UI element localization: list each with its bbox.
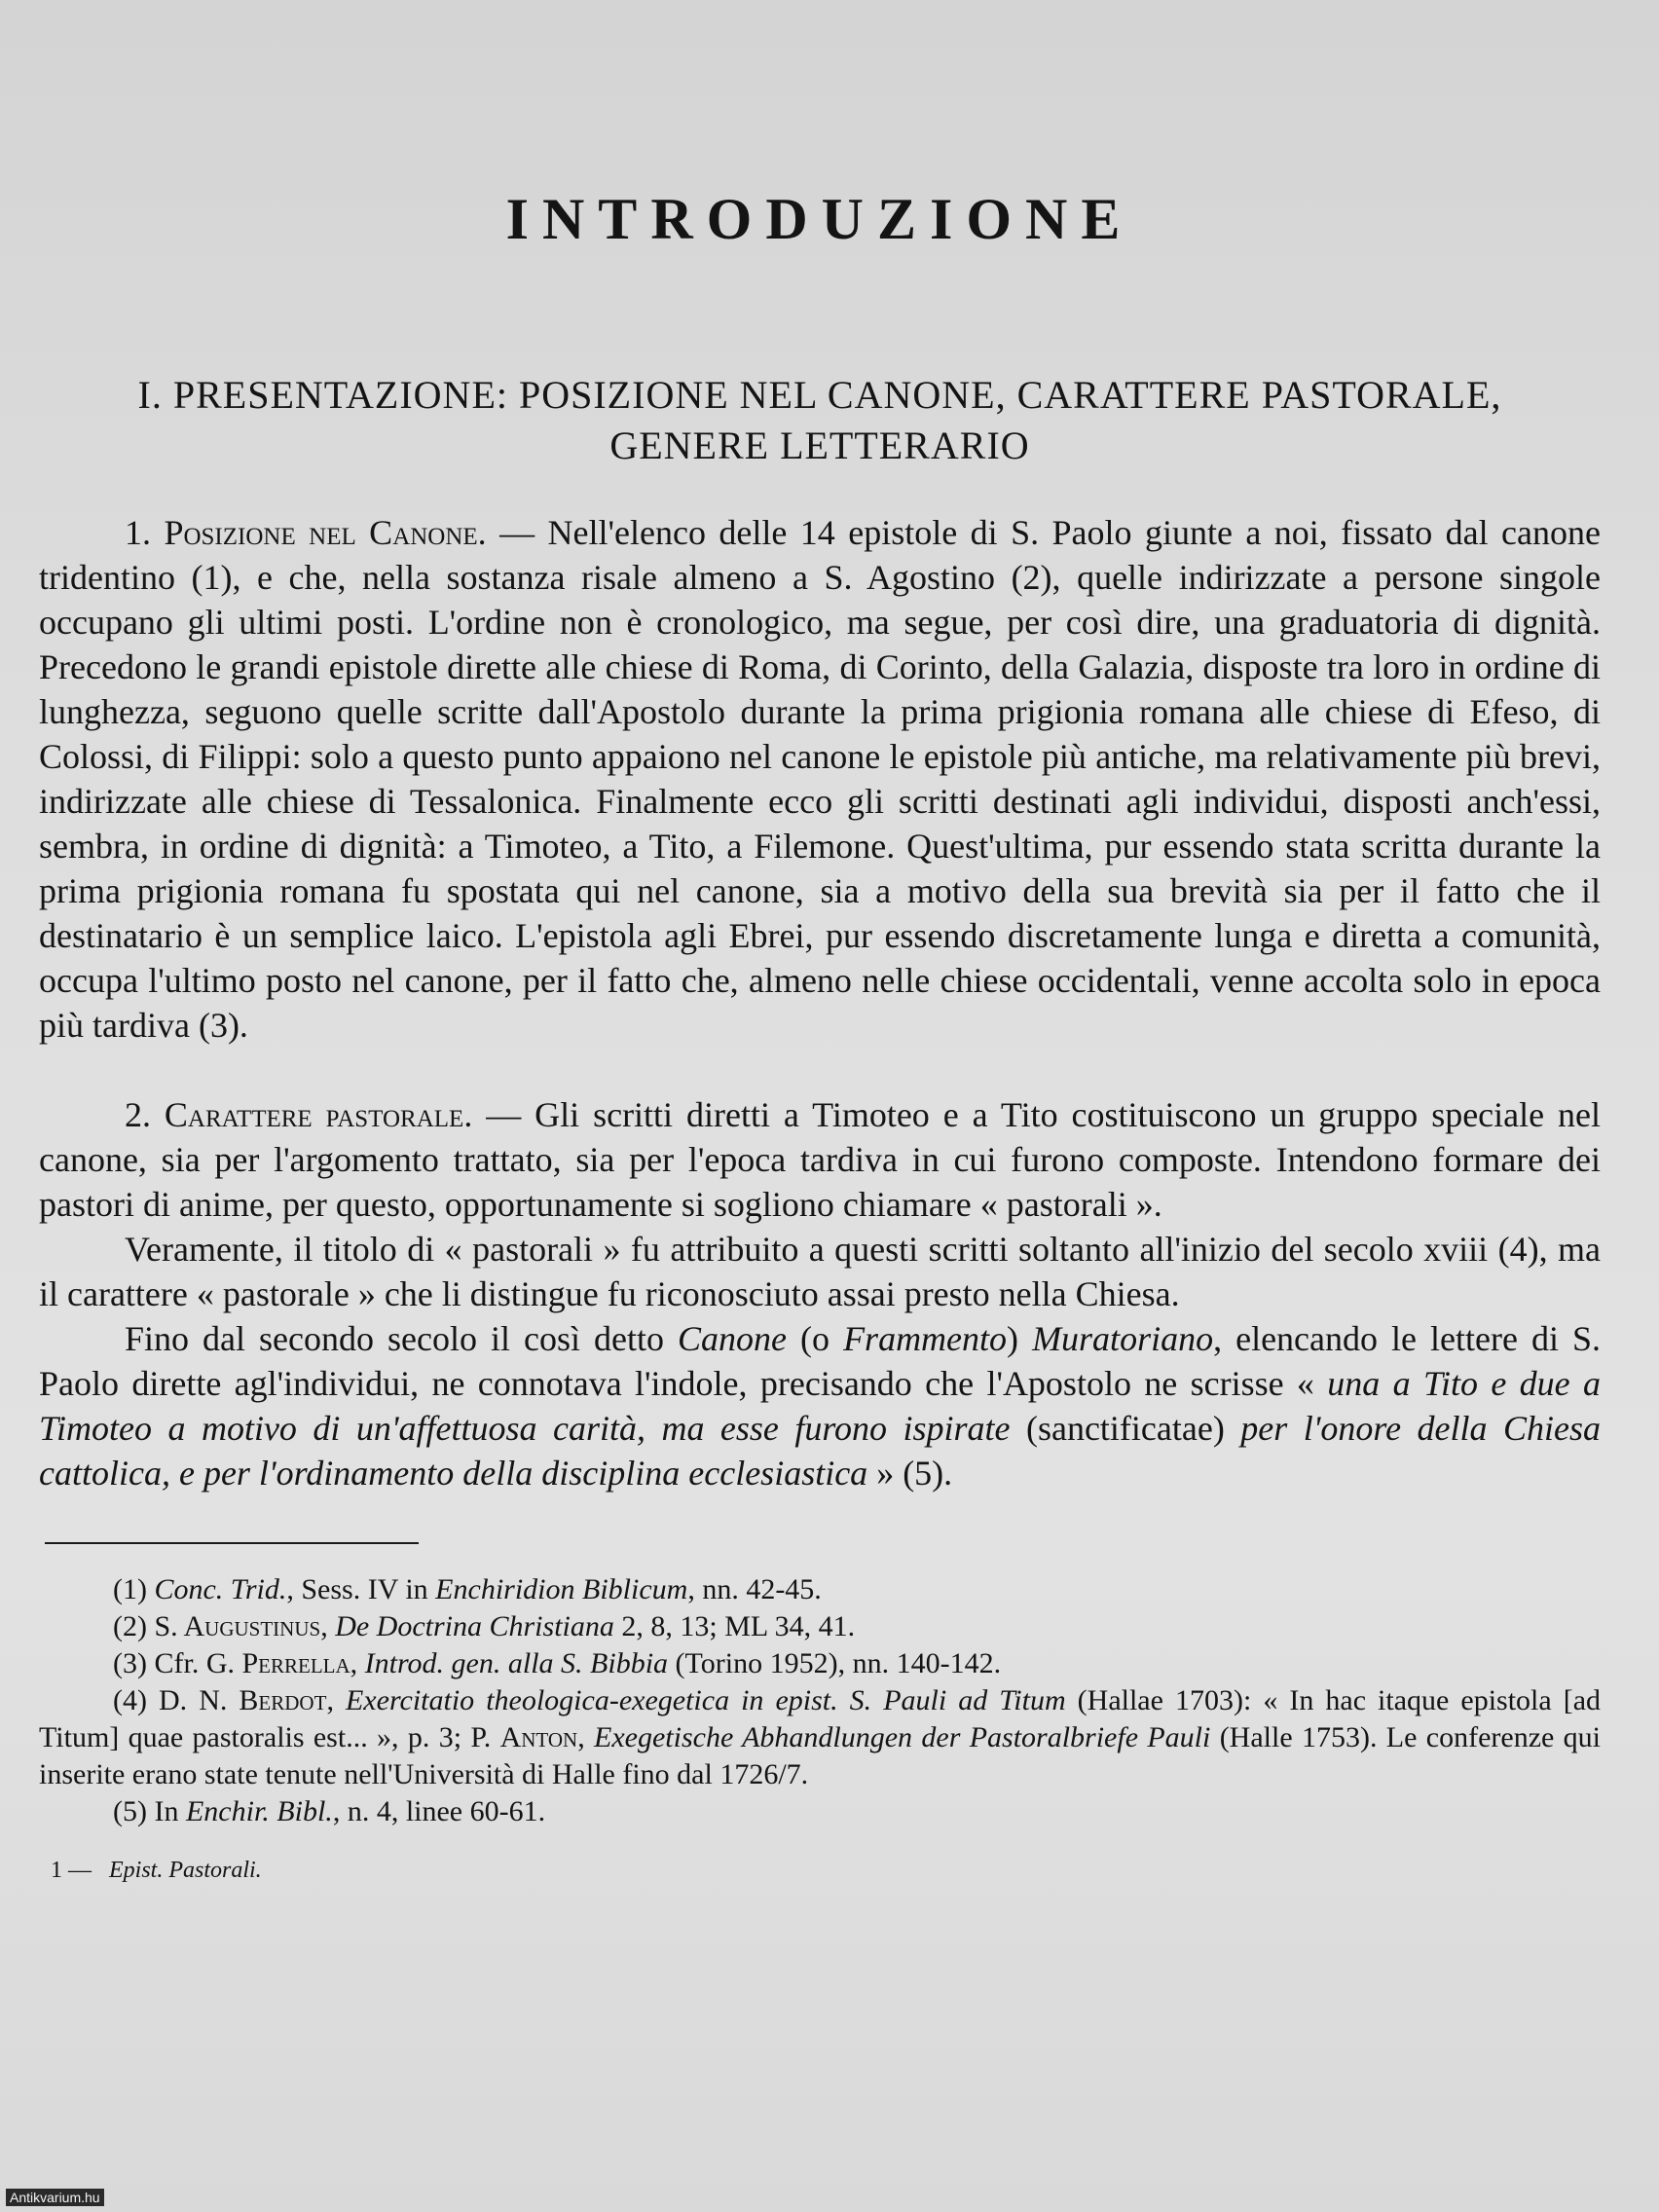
- italic-run: per l'onore della Chiesa cattolica, e per l'ordinamento della disciplina ecclesiastica: [39, 1409, 1601, 1493]
- italic-run: Introd. gen. alla S. Bibbia: [364, 1647, 669, 1679]
- text-run: » (5).: [867, 1454, 953, 1493]
- italic-run: Conc. Trid.: [154, 1573, 287, 1605]
- paragraph-posizione-nel-canone: [39, 510, 1601, 1048]
- signature-number: 1 —: [51, 1858, 92, 1883]
- paragraph-heading: Carattere pastorale.: [164, 1095, 473, 1134]
- text-run: ,: [320, 1610, 336, 1642]
- paragraph-text: — Gli scritti diretti a Timoteo e a Tito costituiscono un gruppo speciale nel canone, sia per l'argomento trattato, sia per l'epoca tardiva in cui furono composte. Intendono formare dei pastori di anime, per questo, opportunamente si sogliono chiamare « pastorali ».: [39, 1095, 1602, 1224]
- section-heading-line-2: GENERE LETTERARIO: [609, 424, 1030, 467]
- italic-run: Frammento: [843, 1319, 1008, 1358]
- page-content: [39, 185, 1601, 1884]
- italic-run: Exercitatio theologica-exegetica in epist. S. Pauli ad Titum: [345, 1684, 1066, 1716]
- italic-run: Muratoriano: [1032, 1319, 1214, 1358]
- italic-run: Enchir. Bibl.: [185, 1795, 333, 1827]
- italic-run: una a Tito e due a Timoteo a motivo di un'affettuosa carità, ma esse furono ispirate: [39, 1364, 1601, 1448]
- watermark: Antikvarium.hu: [6, 2189, 104, 2206]
- text-run: (Hallae 1703): « In hac itaque epistola [ad Titum] quae pastoralis est... », p. 3; P.: [39, 1684, 1602, 1753]
- section-heading: [39, 370, 1601, 471]
- text-run: ,: [326, 1684, 346, 1716]
- text-run: Fino dal secondo secolo il così detto: [125, 1319, 679, 1358]
- signature-text: Epist. Pastorali.: [109, 1858, 262, 1883]
- italic-run: Exegetische Abhandlungen der Pastoralbriefe Pauli: [594, 1721, 1211, 1753]
- paragraph-veramente: Veramente, il titolo di « pastorali » fu attribuito a questi scritti soltanto all'inizio del secolo xviii (4), ma il carattere « pastorale » che li distingue fu riconosciuto assai presto nella Chiesa.: [39, 1230, 1601, 1313]
- footnote-4: [39, 1682, 1601, 1793]
- paragraph-carattere-pastorale: [39, 1092, 1601, 1227]
- text-run: , n. 4, linee 60-61.: [332, 1795, 546, 1827]
- author-name: Perrella: [241, 1647, 350, 1679]
- footnote-1: [39, 1571, 1601, 1608]
- text-run: 2, 8, 13; ML 34, 41.: [613, 1610, 856, 1642]
- author-name: Anton: [499, 1721, 578, 1753]
- paragraph-fino-dal-secondo-secolo: [39, 1316, 1601, 1495]
- author-name: Berdot: [239, 1684, 327, 1716]
- footnote-number: (4) D. N.: [113, 1684, 240, 1716]
- italic-run: Canone: [678, 1319, 788, 1358]
- footnote-5: [39, 1793, 1601, 1830]
- footnote-3: [39, 1645, 1601, 1682]
- footnote-2: [39, 1608, 1601, 1645]
- text-run: (sanctificatae): [1010, 1409, 1241, 1448]
- text-run: ,: [577, 1721, 595, 1753]
- text-run: (Halle 1753). Le conferenze qui inserite erano state tenute nell'Università di Halle fino dal 1726/7.: [39, 1721, 1602, 1790]
- footnote-number: (5) In: [113, 1795, 186, 1827]
- paragraph-text: — Nell'elenco delle 14 epistole di S. Paolo giunte a noi, fissato dal canone tridentino (1), e che, nella sostanza risale almeno a S. Agostino (2), quelle indirizzate a persone singole occupano gli ultimi posti. L'ordine non è cronologico, ma segue, per così dire, una graduatoria di dignità. Precedono le grandi epistole dirette alle chiese di Roma, di Corinto, della Galazia, disposte tra loro in ordine di lunghezza, seguono quelle scritte dall'Apostolo durante la prima prigionia romana alle chiese di Efeso, di Colossi, di Filippi: solo a questo punto appaiono nel canone le epistole più antiche, ma relativamente più brevi, indirizzate alle chiese di Tessalonica. Finalmente ecco gli scritti destinati agli individui, disposti anch'essi, sembra, in ordine di dignità: a Timoteo, a Tito, a Filemone. Quest'ultima, pur essendo stata scritta durante la prima prigionia romana fu spostata qui nel canone, sia a motivo della sua brevità sia per il fatto che il destinatario è un semplice laico. L'epistola agli Ebrei, pur essendo discretamente lunga e diretta a comunità, occupa l'ultimo posto nel canone, per il fatto che, almeno nelle chiese occidentali, venne accolta solo in epoca più tardiva (3).: [39, 513, 1601, 1045]
- text-run: (Torino 1952), nn. 140-142.: [668, 1647, 1002, 1679]
- paragraph-number: 2.: [125, 1095, 151, 1134]
- section-heading-line-1: I. PRESENTAZIONE: POSIZIONE NEL CANONE, CARATTERE PASTORALE,: [137, 373, 1502, 417]
- chapter-title: INTRODUZIONE: [505, 187, 1134, 251]
- text-run: , elencando le lettere di S. Paolo dirette agl'individui, ne connotava l'indole, precisando che l'Apostolo ne scrisse «: [39, 1319, 1602, 1403]
- footnote-number: (3) Cfr. G.: [113, 1647, 242, 1679]
- paragraph-number: 1.: [125, 513, 151, 552]
- italic-run: De Doctrina Christiana: [335, 1610, 614, 1642]
- text-run: ,: [350, 1647, 365, 1679]
- text-run: , nn. 42-45.: [687, 1573, 822, 1605]
- footnote-number: (1): [113, 1573, 155, 1605]
- italic-run: Enchiridion Biblicum: [435, 1573, 688, 1605]
- footnote-number: (2): [113, 1610, 155, 1642]
- text-run: ): [1007, 1319, 1033, 1358]
- text-run: (o: [787, 1319, 844, 1358]
- footnote-rule: [45, 1542, 419, 1544]
- printer-signature: [51, 1858, 1601, 1884]
- text-run: , Sess. IV in: [286, 1573, 436, 1605]
- paragraph-heading: Posizione nel Canone.: [164, 513, 487, 552]
- author-name: S. Augustinus: [154, 1610, 321, 1642]
